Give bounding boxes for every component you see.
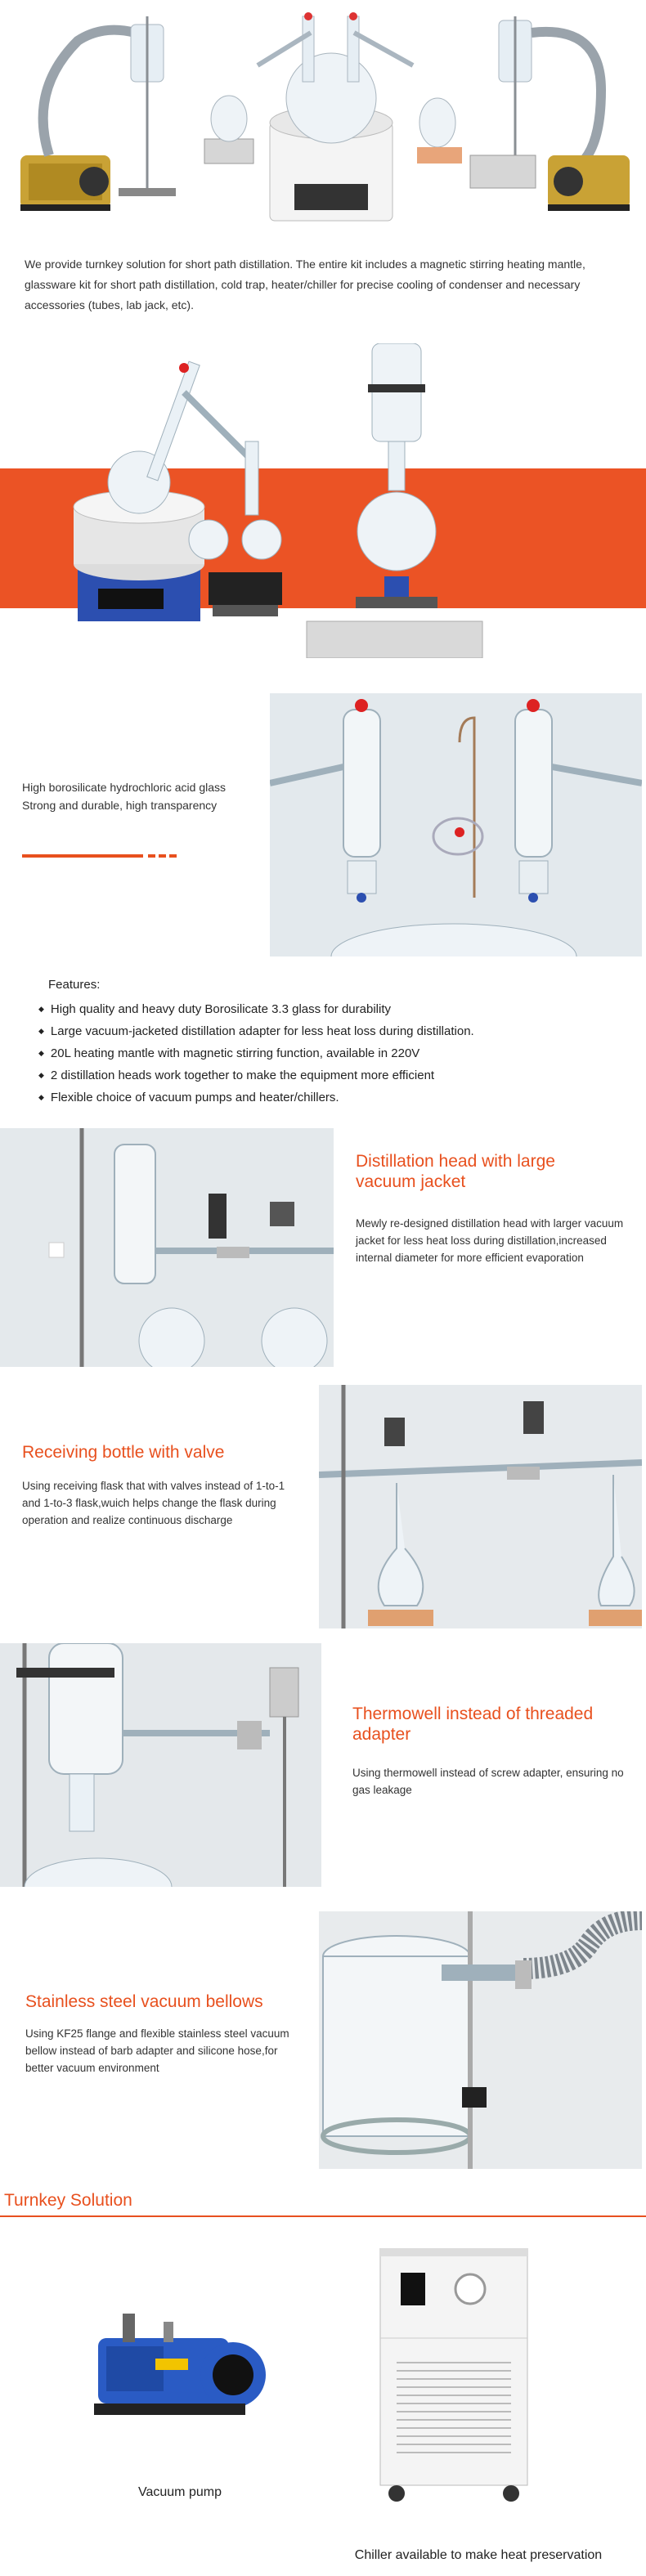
receiving-bottle-photo	[319, 1385, 642, 1628]
glass-text-line1: High borosilicate hydrochloric acid glass	[22, 781, 227, 794]
features-heading: Features:	[48, 978, 101, 992]
accent-dash-1	[148, 854, 155, 858]
vacuum-bellows-photo	[319, 1911, 642, 2169]
section-title-vacuum-bellows: Stainless steel vacuum bellows	[25, 1992, 263, 2011]
accent-dash-2	[159, 854, 166, 858]
thermowell-photo	[0, 1643, 321, 1887]
feature-item: ◆ Large vacuum-jacketed distillation adapter for less heat loss during distillation.	[38, 1021, 627, 1043]
glassware-kit-photo	[61, 343, 515, 658]
section-title-receiving-bottle: Receiving bottle with valve	[22, 1443, 225, 1462]
glass-text-line2: Strong and durable, high transparency	[22, 799, 218, 812]
accent-divider	[22, 854, 143, 858]
vacuum-pump-photo	[82, 2297, 278, 2432]
section-text-distillation-head: Mewly re-designed distillation head with larger vacuum jacket for less heat loss during distillation,increased internal diameter for more efficient evaporation	[356, 1217, 624, 1264]
section-title-distillation-head: Distillation head with large vacuum jacket	[356, 1152, 555, 1191]
distillation-head-photo	[0, 1128, 334, 1367]
features-list	[38, 999, 627, 1109]
intro-text: We provide turnkey solution for short path distillation. The entire kit includes a magnetic stirring heating mantle, glassware kit for short path distillation, cold trap, heater/chiller for precise cooling of condenser and necessary accessories (tubes, lab jack, etc).	[25, 258, 585, 311]
section-title-thermowell: Thermowell instead of threaded adapter	[352, 1705, 594, 1744]
feature-item: ◆ 20L heating mantle with magnetic stirring function, available in 220V	[38, 1043, 627, 1065]
turnkey-heading: Turnkey Solution	[4, 2191, 132, 2210]
turnkey-divider	[0, 2215, 646, 2217]
accent-dash-3	[169, 854, 177, 858]
feature-item: ◆ 2 distillation heads work together to make the equipment more efficient	[38, 1065, 627, 1087]
section-text-receiving-bottle: Using receiving flask that with valves instead of 1-to-1 and 1-to-3 flask,wuich helps change the flask during operation and realize continuous discharge	[22, 1480, 285, 1526]
glass-heads-photo	[270, 693, 642, 956]
feature-item: ◆ Flexible choice of vacuum pumps and heater/chillers.	[38, 1087, 627, 1109]
feature-item: ◆ High quality and heavy duty Borosilicate 3.3 glass for durability	[38, 999, 627, 1021]
chiller-photo	[372, 2248, 536, 2506]
hero-kit-photo	[12, 0, 634, 229]
section-text-thermowell: Using thermowell instead of screw adapter, ensuring no gas leakage	[352, 1767, 624, 1796]
section-text-vacuum-bellows: Using KF25 flange and flexible stainless steel vacuum bellow instead of barb adapter and silicone hose,for better vacuum environment	[25, 2027, 289, 2074]
chiller-caption: Chiller available to make heat preservation	[354, 2548, 603, 2562]
vacuum-pump-caption: Vacuum pump	[138, 2485, 222, 2499]
